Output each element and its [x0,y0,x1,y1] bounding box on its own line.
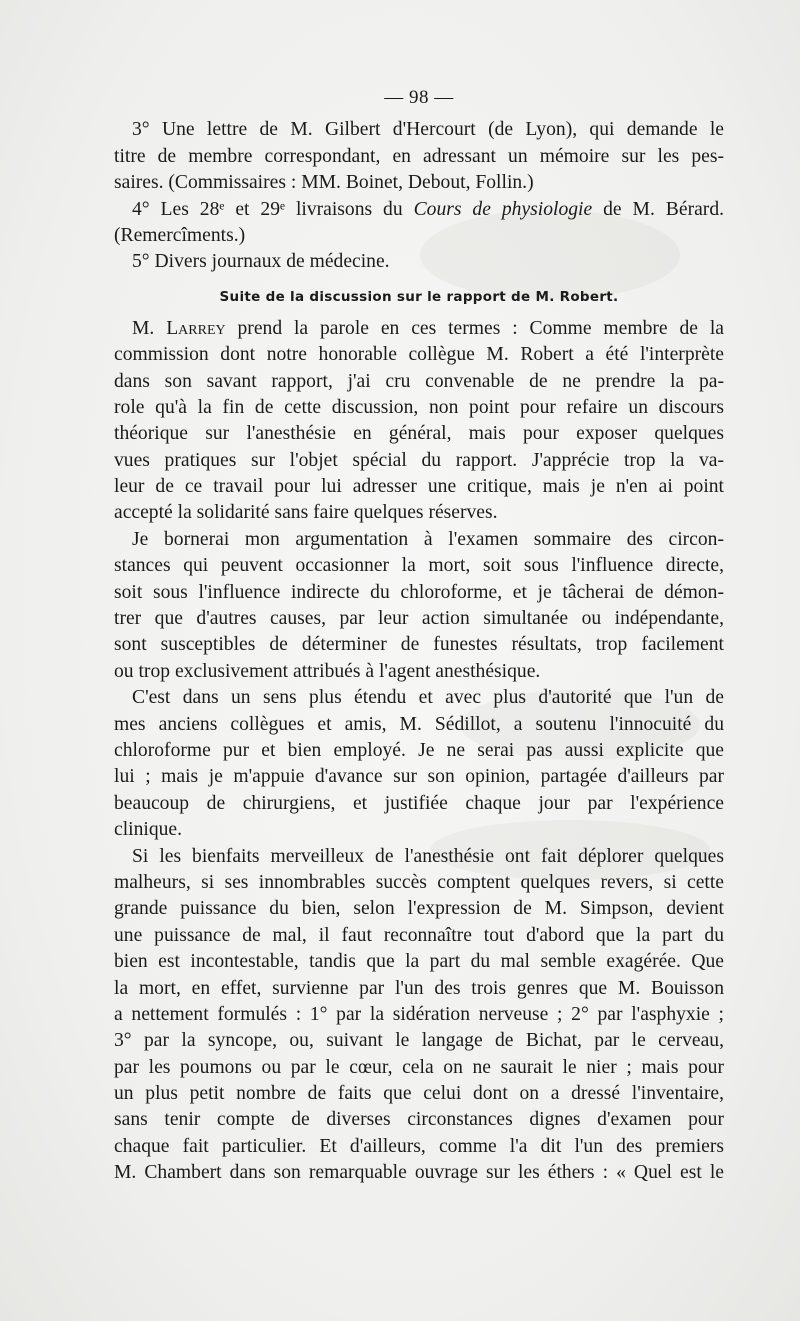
speech-opening: prend la parole en ces termes : Comme membre de la [225,317,725,339]
text-line: beaucoup de chirurgiens, et justifiée chaque jour par l'expérience [114,792,724,814]
text-line: soit sous l'influence indirecte du chloroforme, et je tâcherai de démon- [114,581,724,603]
text-line: Si les bienfaits merveilleux de l'anesthésie ont fait déplorer quelques [132,845,724,867]
text-line: 3° par la syncope, ou, suivant le langage de Bichat, par le cerveau, [114,1030,724,1052]
book-title: Cours de physiologie [413,198,593,220]
text-line: un plus petit nombre de faits que celui dont on a dressé l'inventaire, [114,1083,724,1105]
speaker-name: M. Larrey [132,317,226,339]
text-line: dans son savant rapport, j'ai cru convenable de ne prendre la pa- [114,370,724,392]
paragraph-1 [114,316,724,527]
text-line: malheurs, si ses innombrables succès comptent quelques revers, si cette [114,871,724,893]
text-line: (Remercîments.) [114,224,246,246]
text-line: trer que d'autres causes, par leur action simultanée ou indépendante, [114,608,724,630]
text-line: Je bornerai mon argumentation à l'examen sommaire des circon- [132,528,724,550]
section-heading: Suite de la discussion sur le rapport de M. Robert. [219,288,619,305]
page-text [114,85,724,1187]
text-line: saires. (Commissaires : MM. Boinet, Debout, Follin.) [114,172,534,194]
text-line: par les poumons ou par le cœur, cela on ne saurait le nier ; mais pour [114,1056,724,1078]
paragraph-3 [114,685,724,843]
text-line: a nettement formulés : 1° par la sidération nerveuse ; 2° par l'asphyxie ; [114,1003,724,1025]
page-number: — 98 — [384,87,454,108]
text-line: C'est dans un sens plus étendu et avec plus d'autorité que l'un de [132,687,724,709]
text-line: 5° Divers journaux de médecine. [132,251,390,273]
paragraph-2 [114,527,724,685]
text-line [114,316,724,342]
text-line: ou trop exclusivement attribués à l'agent anesthésique. [114,660,541,682]
text-line: grande puissance du bien, selon l'expression de M. Simpson, devient [114,898,724,920]
text-line: clinique. [114,819,183,841]
text-line: titre de membre correspondant, en adressant un mémoire sur les pes- [114,145,724,167]
item-4 [114,197,724,250]
text-line: leur de ce travail pour lui adresser une critique, mais je n'en ai point [114,476,724,498]
text-line: stances qui peuvent occasionner la mort, soit sous l'influence directe, [114,555,724,577]
text-line: chloroforme pur et bien employé. Je ne serai pas aussi explicite que [114,740,724,761]
text-line: vues pratiques sur l'objet spécial du rapport. J'apprécie trop la va- [114,449,724,471]
text-line: sont susceptibles de déterminer de funestes résultats, trop facilement [114,634,724,656]
paragraph-4 [114,844,724,1187]
text-line: accepté la solidarité sans faire quelques réserves. [114,502,498,524]
text-line [114,197,724,223]
text-line: lui ; mais je m'appuie d'avance sur son opinion, partagée d'ailleurs par [114,766,724,788]
text-line: M. Chambert dans son remarquable ouvrage sur les éthers : « Quel est le [114,1162,724,1184]
text-line: sans tenir compte de diverses circonstances dignes d'examen pour [114,1109,724,1131]
text-line: théorique sur l'anesthésie en général, mais pour exposer quelques [114,423,724,445]
text-line: chaque fait particulier. Et d'ailleurs, comme l'a dit l'un des premiers [114,1135,724,1157]
text-line: 3° Une lettre de M. Gilbert d'Hercourt (de Lyon), qui demande le [132,119,724,141]
text-line: bien est incontestable, tandis que la part du mal semble exagérée. Que [114,951,724,973]
text-line: une puissance de mal, il faut reconnaître tout d'abord que la part du [114,924,724,946]
item-4-prefix: 4° Les 28ᵉ et 29ᵉ livraisons du [132,198,414,220]
item-4-suffix: de M. Bérard. [592,198,725,220]
item-5 [114,249,724,275]
text-line: la mort, en effet, survienne par l'un des trois genres que M. Bouisson [114,977,724,999]
item-3 [114,117,724,196]
text-line: role qu'à la fin de cette discussion, non point pour refaire un discours [114,396,724,418]
text-line: mes anciens collègues et amis, M. Sédillot, a soutenu l'innocuité du [114,713,724,735]
text-line: commission dont notre honorable collègue M. Robert a été l'interprète [114,344,724,366]
